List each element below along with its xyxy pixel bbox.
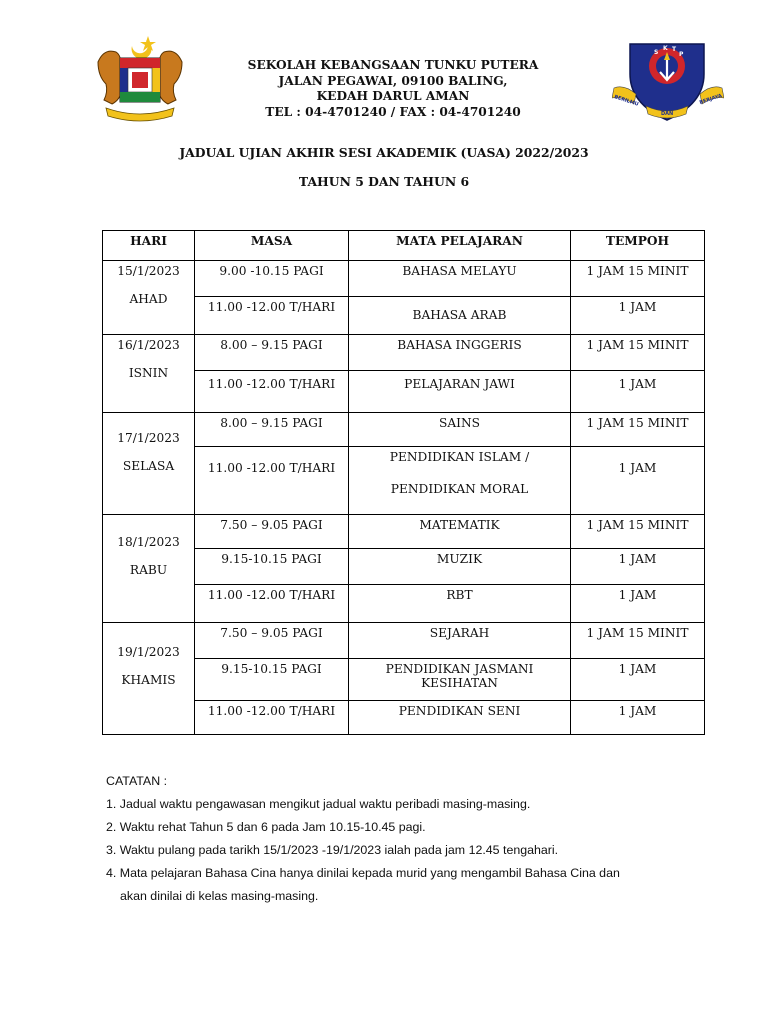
- badge-letter-s: S: [654, 49, 659, 56]
- exam-subtitle: TAHUN 5 DAN TAHUN 6: [298, 174, 470, 189]
- table-row: [103, 335, 705, 371]
- subject-cell: PENDIDIKAN SENI: [349, 701, 571, 735]
- day-name: RABU: [129, 563, 168, 577]
- subject-cell: BAHASA MELAYU: [349, 261, 571, 297]
- notes-section: [106, 770, 620, 908]
- school-badge-logo: [612, 36, 724, 124]
- note-item-4-continued: akan dinilai di kelas masing-masing.: [120, 889, 319, 903]
- tempoh-cell: 1 JAM 15 MINIT: [571, 623, 705, 659]
- subject-cell: [349, 371, 571, 413]
- day-date: 18/1/2023: [117, 535, 180, 549]
- tempoh-text: 1 JAM: [618, 377, 657, 391]
- subject-text-line-2: PENDIDIKAN MORAL: [390, 482, 529, 496]
- badge-letter-t: T: [672, 46, 677, 53]
- masa-cell: 7.50 – 9.05 PAGI: [195, 623, 349, 659]
- masa-text: 11.00 -12.00 T/HARI: [207, 461, 336, 475]
- day-cell: [103, 261, 195, 335]
- table-header-row: [103, 231, 705, 261]
- masa-cell: 11.00 -12.00 T/HARI: [195, 701, 349, 735]
- table-row: [103, 261, 705, 297]
- subject-cell: SAINS: [349, 413, 571, 447]
- badge-motto-right: BERJAYA: [698, 92, 723, 106]
- subject-text-line-2: KESIHATAN: [421, 676, 498, 690]
- table-row: [103, 515, 705, 549]
- notes-heading: CATATAN :: [106, 774, 168, 788]
- tempoh-cell: [571, 447, 705, 515]
- table-row: [103, 413, 705, 447]
- contact-line: TEL : 04-4701240 / FAX : 04-4701240: [265, 104, 521, 119]
- column-header-masa: MASA: [195, 231, 349, 261]
- masa-cell: 7.50 – 9.05 PAGI: [195, 515, 349, 549]
- subject-text: PENDIDIKAN JASMANI: [385, 662, 534, 676]
- tempoh-cell: 1 JAM: [571, 297, 705, 335]
- exam-schedule-table: [102, 230, 705, 735]
- day-cell: [103, 335, 195, 413]
- subject-text: PENDIDIKAN ISLAM /: [389, 450, 530, 464]
- tempoh-cell: 1 JAM 15 MINIT: [571, 413, 705, 447]
- day-date: 19/1/2023: [117, 645, 180, 659]
- tempoh-cell: [571, 371, 705, 413]
- masa-cell: [195, 447, 349, 515]
- note-item-3: 3. Waktu pulang pada tarikh 15/1/2023 -19/1/2023 ialah pada jam 12.45 tengahari.: [106, 843, 559, 857]
- subject-text: PELAJARAN JAWI: [404, 377, 515, 391]
- day-date: 17/1/2023: [117, 431, 180, 445]
- column-header-mata-pelajaran: MATA PELAJARAN: [349, 231, 571, 261]
- column-header-hari: HARI: [103, 231, 195, 261]
- masa-cell: 9.15-10.15 PAGI: [195, 659, 349, 701]
- tempoh-cell: 1 JAM 15 MINIT: [571, 335, 705, 371]
- day-name: ISNIN: [128, 366, 169, 380]
- subject-cell: SEJARAH: [349, 623, 571, 659]
- day-date: 16/1/2023: [117, 338, 180, 352]
- subject-cell: [349, 297, 571, 335]
- masa-cell: [195, 371, 349, 413]
- address-line-2: KEDAH DARUL AMAN: [316, 89, 470, 103]
- tempoh-cell: 1 JAM: [571, 701, 705, 735]
- day-cell: [103, 413, 195, 515]
- tempoh-cell: 1 JAM 15 MINIT: [571, 261, 705, 297]
- subject-text: BAHASA ARAB: [412, 308, 507, 322]
- masa-cell: 8.00 – 9.15 PAGI: [195, 335, 349, 371]
- tempoh-cell: 1 JAM: [571, 549, 705, 585]
- table-row: [103, 623, 705, 659]
- masa-cell: 9.15-10.15 PAGI: [195, 549, 349, 585]
- subject-cell: RBT: [349, 585, 571, 623]
- tempoh-cell: 1 JAM 15 MINIT: [571, 515, 705, 549]
- address-line-1: JALAN PEGAWAI, 09100 BALING,: [278, 73, 508, 88]
- day-cell: [103, 623, 195, 735]
- tempoh-text: 1 JAM: [618, 461, 657, 475]
- exam-title: JADUAL UJIAN AKHIR SESI AKADEMIK (UASA) 2022/2023: [179, 145, 589, 160]
- day-cell: [103, 515, 195, 623]
- coat-of-arms-logo: [92, 32, 188, 124]
- subject-cell: MUZIK: [349, 549, 571, 585]
- note-item-1: 1. Jadual waktu pengawasan mengikut jadual waktu peribadi masing-masing.: [106, 797, 531, 811]
- note-item-4: 4. Mata pelajaran Bahasa Cina hanya dinilai kepada murid yang mengambil Bahasa Cina dan: [106, 866, 620, 880]
- day-name: KHAMIS: [121, 673, 176, 687]
- subject-cell: [349, 447, 571, 515]
- badge-letter-k: K: [663, 45, 668, 52]
- tempoh-cell: 1 JAM: [571, 659, 705, 701]
- day-date: 15/1/2023: [117, 264, 180, 278]
- badge-motto-left: BERILMU: [613, 94, 640, 108]
- tempoh-cell: 1 JAM: [571, 585, 705, 623]
- subject-cell: MATEMATIK: [349, 515, 571, 549]
- masa-cell: 11.00 -12.00 T/HARI: [195, 297, 349, 335]
- school-name: SEKOLAH KEBANGSAAN TUNKU PUTERA: [247, 58, 539, 72]
- note-item-2: 2. Waktu rehat Tahun 5 dan 6 pada Jam 10.15-10.45 pagi.: [106, 820, 426, 834]
- masa-cell: 8.00 – 9.15 PAGI: [195, 413, 349, 447]
- day-name: AHAD: [129, 292, 168, 306]
- subject-cell: [349, 659, 571, 701]
- masa-cell: 11.00 -12.00 T/HARI: [195, 585, 349, 623]
- subject-cell: BAHASA INGGERIS: [349, 335, 571, 371]
- masa-cell: 9.00 -10.15 PAGI: [195, 261, 349, 297]
- masa-text: 11.00 -12.00 T/HARI: [207, 377, 336, 391]
- school-header: [190, 58, 596, 120]
- day-name: SELASA: [122, 459, 175, 473]
- badge-letter-p: P: [679, 51, 684, 58]
- badge-motto-mid: DAN: [661, 111, 674, 117]
- column-header-tempoh: TEMPOH: [571, 231, 705, 261]
